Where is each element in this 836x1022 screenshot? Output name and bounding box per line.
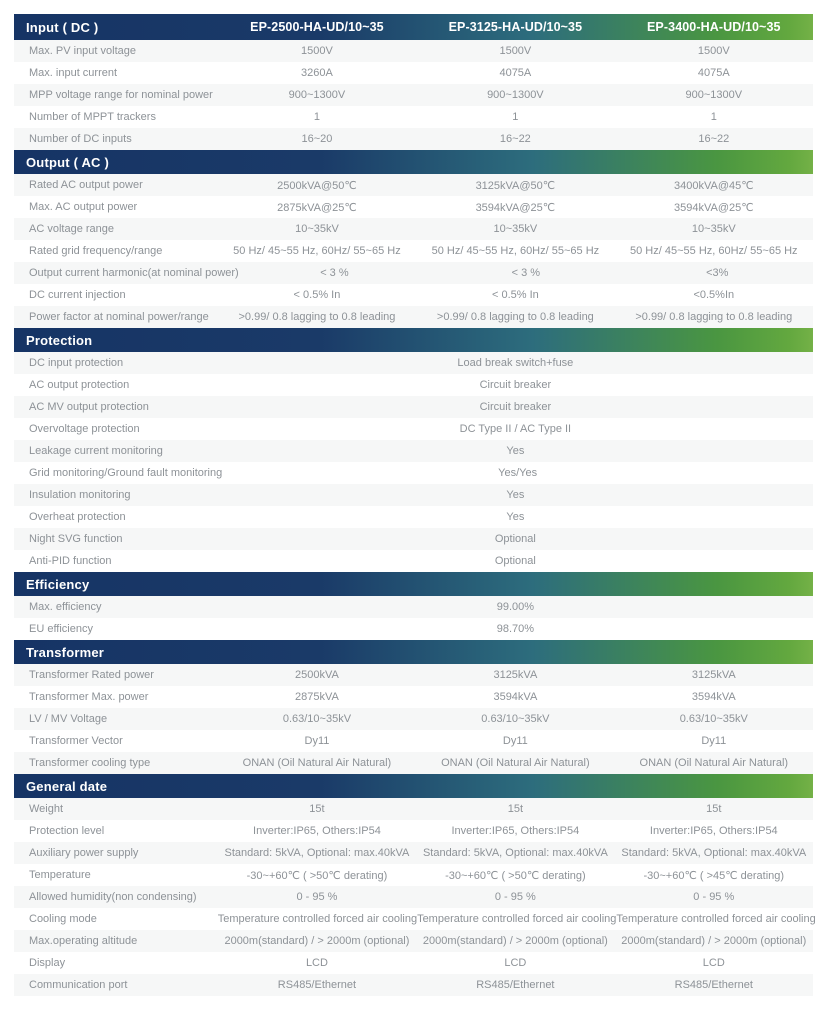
row-label: Max. AC output power (29, 201, 138, 213)
row-label: Allowed humidity(non condensing) (29, 891, 197, 903)
spec-row (14, 686, 813, 708)
spec-row (14, 374, 813, 396)
spec-row (14, 396, 813, 418)
row-label: Number of DC inputs (29, 133, 132, 145)
spec-row (14, 596, 813, 618)
value-cell: 4075A (697, 67, 730, 79)
merged-value-cell: Load break switch+fuse (457, 357, 574, 369)
merged-value-cell: Yes (506, 489, 525, 501)
value-cell: 1 (512, 111, 519, 123)
row-label: EU efficiency (29, 623, 93, 635)
row-label: Cooling mode (29, 913, 97, 925)
column-header: EP-3400-HA-UD/10~35 (647, 20, 781, 34)
value-cell: 3125kVA (493, 669, 538, 681)
section-bar (14, 150, 813, 174)
value-cell: 0 - 95 % (296, 891, 338, 903)
spec-row (14, 218, 813, 240)
spec-row (14, 284, 813, 306)
spec-row (14, 820, 813, 842)
row-label: Grid monitoring/Ground fault monitoring (29, 467, 223, 479)
value-cell: Inverter:IP65, Others:IP54 (451, 825, 580, 837)
value-cell: >0.99/ 0.8 lagging to 0.8 leading (635, 311, 793, 323)
row-label: Protection level (29, 825, 105, 837)
merged-value-cell: DC Type II / AC Type II (459, 423, 572, 435)
spec-row (14, 708, 813, 730)
spec-row (14, 196, 813, 218)
row-label: Max. PV input voltage (29, 45, 137, 57)
value-cell: -30~+60℃ ( >45℃ derating) (643, 869, 785, 882)
value-cell: 2875kVA (295, 691, 339, 703)
row-label: AC voltage range (29, 223, 114, 235)
value-cell: 900~1300V (685, 89, 743, 101)
value-cell: LCD (504, 957, 527, 969)
section-bar (14, 328, 813, 352)
value-cell: >0.99/ 0.8 lagging to 0.8 leading (436, 311, 594, 323)
section-title: Protection (26, 332, 93, 348)
row-label: Night SVG function (29, 533, 123, 545)
merged-value-cell: Yes (506, 511, 525, 523)
value-cell: 3594kVA@25℃ (673, 201, 754, 214)
spec-row (14, 484, 813, 506)
value-cell: LCD (702, 957, 725, 969)
row-label: AC output protection (29, 379, 130, 391)
row-label: Number of MPPT trackers (29, 111, 156, 123)
spec-row (14, 506, 813, 528)
value-cell: 10~35kV (295, 223, 339, 235)
spec-row (14, 550, 813, 572)
row-label: Rated grid frequency/range (29, 245, 163, 257)
spec-row (14, 618, 813, 640)
merged-value-cell: Optional (494, 555, 536, 567)
value-cell: 3125kVA@50℃ (475, 179, 556, 192)
row-label: LV / MV Voltage (29, 713, 108, 725)
row-label: Temperature (29, 869, 91, 881)
spec-row (14, 664, 813, 686)
value-cell: Inverter:IP65, Others:IP54 (253, 825, 381, 837)
spec-row (14, 730, 813, 752)
row-label: DC current injection (29, 289, 126, 301)
value-cell: Dy11 (502, 735, 528, 747)
value-cell: 2000m(standard) / > 2000m (optional) (621, 935, 807, 947)
column-header: EP-2500-HA-UD/10~35 (250, 20, 384, 34)
row-label: Transformer Rated power (29, 669, 154, 681)
spec-row (14, 528, 813, 550)
spec-row (14, 842, 813, 864)
value-cell: RS485/Ethernet (476, 979, 555, 991)
spec-row (14, 306, 813, 328)
section-bar (14, 14, 813, 40)
value-cell: 900~1300V (487, 89, 544, 101)
value-cell: -30~+60℃ ( >50℃ derating) (246, 869, 388, 882)
spec-row (14, 418, 813, 440)
spec-row (14, 262, 813, 284)
value-cell: RS485/Ethernet (277, 979, 357, 991)
value-cell: 15t (309, 803, 325, 815)
spec-row (14, 40, 813, 62)
row-label: Max. input current (29, 67, 118, 79)
row-label: Transformer cooling type (29, 757, 151, 769)
row-label: Leakage current monitoring (29, 445, 163, 457)
spec-row (14, 128, 813, 150)
spec-row (14, 798, 813, 820)
section-title: Transformer (26, 644, 105, 660)
spec-row (14, 174, 813, 196)
value-cell: 15t (706, 803, 722, 815)
spec-row (14, 864, 813, 886)
value-cell: Dy11 (304, 735, 330, 747)
value-cell: 1 (313, 111, 320, 123)
row-label: Overheat protection (29, 511, 126, 523)
value-cell: 1500V (697, 45, 730, 57)
row-label: DC input protection (29, 357, 124, 369)
value-cell: 1 (710, 111, 717, 123)
merged-value-cell: Optional (494, 533, 536, 545)
row-label: Rated AC output power (29, 179, 143, 191)
spec-row (14, 462, 813, 484)
value-cell: 50 Hz/ 45~55 Hz, 60Hz/ 55~65 Hz (431, 245, 600, 257)
spec-row (14, 440, 813, 462)
row-label: Output current harmonic(at nominal power) (29, 267, 239, 279)
value-cell: RS485/Ethernet (674, 979, 753, 991)
value-cell: 1500V (301, 45, 333, 57)
value-cell: 50 Hz/ 45~55 Hz, 60Hz/ 55~65 Hz (233, 245, 401, 257)
row-label: Display (29, 957, 66, 969)
value-cell: 0 - 95 % (494, 891, 536, 903)
value-cell: 1500V (499, 45, 532, 57)
merged-value-cell: 99.00% (496, 601, 535, 613)
section-title: Output ( AC ) (26, 154, 109, 170)
value-cell: 0.63/10~35kV (282, 713, 352, 725)
spec-row (14, 930, 813, 952)
value-cell: LCD (305, 957, 328, 969)
value-cell: 0 - 95 % (693, 891, 735, 903)
value-cell: Temperature controlled forced air cooling (616, 913, 816, 925)
section-bar (14, 774, 813, 798)
spec-row (14, 240, 813, 262)
row-label: AC MV output protection (29, 401, 149, 413)
value-cell: 2500kVA@50℃ (277, 179, 357, 192)
spec-row (14, 106, 813, 128)
value-cell: < 0.5% In (491, 289, 539, 301)
row-label: Overvoltage protection (29, 423, 140, 435)
spec-row (14, 952, 813, 974)
spec-row (14, 908, 816, 930)
value-cell: Standard: 5kVA, Optional: max.40kVA (422, 847, 608, 859)
value-cell: ONAN (Oil Natural Air Natural) (441, 757, 590, 769)
spec-row (14, 752, 813, 774)
value-cell: 2500kVA (295, 669, 339, 681)
value-cell: 4075A (499, 67, 532, 79)
row-label: Auxiliary power supply (29, 847, 139, 859)
specification-table (14, 14, 816, 996)
row-label: Anti-PID function (29, 555, 112, 567)
value-cell: ONAN (Oil Natural Air Natural) (242, 757, 392, 769)
spec-row (14, 974, 813, 996)
section-bar (14, 640, 813, 664)
value-cell: < 3 % (320, 267, 349, 279)
merged-value-cell: Yes (506, 445, 525, 457)
value-cell: ONAN (Oil Natural Air Natural) (639, 757, 789, 769)
value-cell: 3260A (301, 67, 333, 79)
row-label: Insulation monitoring (29, 489, 131, 501)
value-cell: 3594kVA@25℃ (475, 201, 556, 214)
value-cell: Temperature controlled forced air cooling (217, 913, 418, 925)
row-label: Power factor at nominal power/range (29, 311, 209, 323)
spec-row (14, 352, 813, 374)
spec-row (14, 84, 813, 106)
value-cell: 2000m(standard) / > 2000m (optional) (224, 935, 410, 947)
row-label: Transformer Max. power (29, 691, 149, 703)
value-cell: 15t (507, 803, 524, 815)
spec-row (14, 62, 813, 84)
row-label: Transformer Vector (29, 735, 123, 747)
section-title: Efficiency (26, 576, 90, 592)
value-cell: 10~35kV (691, 223, 736, 235)
value-cell: Standard: 5kVA, Optional: max.40kVA (621, 847, 807, 859)
section-bar (14, 572, 813, 596)
value-cell: -30~+60℃ ( >50℃ derating) (445, 869, 586, 882)
merged-value-cell: Circuit breaker (479, 379, 552, 391)
value-cell: 16~22 (698, 133, 730, 145)
value-cell: <3% (706, 267, 729, 279)
value-cell: 3125kVA (691, 669, 736, 681)
value-cell: 16~22 (499, 133, 531, 145)
value-cell: 3400kVA@45℃ (673, 179, 754, 192)
value-cell: 3594kVA (493, 691, 538, 703)
section-title: Input ( DC ) (26, 19, 99, 35)
row-label: MPP voltage range for nominal power (29, 89, 213, 101)
value-cell: 2000m(standard) / > 2000m (optional) (422, 935, 608, 947)
row-label: Weight (29, 803, 64, 815)
value-cell: 0.63/10~35kV (679, 713, 748, 725)
spec-row (14, 886, 813, 908)
merged-value-cell: 98.70% (496, 623, 535, 635)
value-cell: 3594kVA (691, 691, 736, 703)
merged-value-cell: Yes/Yes (498, 467, 538, 479)
value-cell: 0.63/10~35kV (481, 713, 550, 725)
value-cell: Dy11 (701, 735, 727, 747)
value-cell: 50 Hz/ 45~55 Hz, 60Hz/ 55~65 Hz (630, 245, 798, 257)
value-cell: 10~35kV (493, 223, 538, 235)
value-cell: Standard: 5kVA, Optional: max.40kVA (224, 847, 410, 859)
row-label: Max.operating altitude (29, 935, 138, 947)
value-cell: 900~1300V (288, 89, 346, 101)
value-cell: < 0.5% In (293, 289, 341, 301)
value-cell: < 3 % (511, 267, 541, 279)
value-cell: <0.5%In (693, 289, 735, 301)
merged-value-cell: Circuit breaker (479, 401, 552, 413)
row-label: Communication port (29, 979, 128, 991)
column-header: EP-3125-HA-UD/10~35 (448, 20, 583, 34)
value-cell: 16~20 (301, 133, 333, 145)
value-cell: 2875kVA@25℃ (277, 201, 357, 214)
section-title: General date (26, 778, 108, 794)
value-cell: Inverter:IP65, Others:IP54 (649, 825, 778, 837)
row-label: Max. efficiency (29, 601, 102, 613)
value-cell: >0.99/ 0.8 lagging to 0.8 leading (238, 311, 396, 323)
value-cell: Temperature controlled forced air cooling (417, 913, 617, 925)
